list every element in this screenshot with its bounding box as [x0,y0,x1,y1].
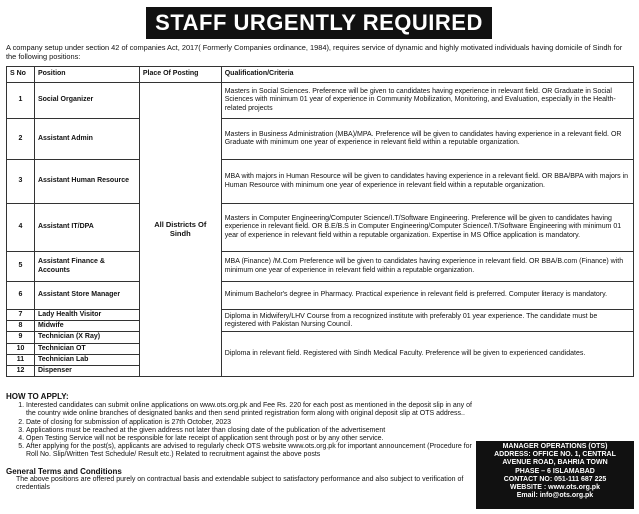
row-qualification: Diploma in Midwifery/LHV Course from a recognized institute with preferably 01 year experience. The candidate must be registered with Pakistan Nursing Council. [221,310,633,332]
row-qualification: Masters in Computer Engineering/Computer Science/I.T/Software Engineering. Preference will be given to candidates having experience in relevant field. OR B.E/B.S in Computer Engineering/Computer Science/I.T/Software Engineering with minimum 01 year of experience in relevant field within a reputable organization. Expertise in MS Office application is mandatory. [221,204,633,252]
address-line: AVENUE ROAD, BAHRIA TOWN [502,459,608,467]
row-sno: 10 [7,343,35,354]
table-row [7,204,634,252]
list-item: 2. Date of closing for submission of application is 27th October, 2023 [26,419,472,427]
row-position: Technician OT [34,343,139,354]
list-item: 4. Open Testing Service will not be responsible for late receipt of application sent through post or by any other service. [26,435,472,443]
row-sno: 3 [7,160,35,204]
row-qualification: Masters in Business Administration (MBA)/MPA. Preference will be given to candidates having experience in a relevant field. OR Graduate with minimum one year of experience in relevant field within a reputable organization. [221,119,633,160]
intro-paragraph: A company setup under section 42 of companies Act, 2017( Formerly Companies ordinance, 1984), requires service of dynamic and highly motivated individuals having domicile of Sindh for the following positions: [6,43,623,61]
row-sno: 12 [7,366,35,377]
table-row [7,119,634,160]
address-box [476,441,634,509]
terms-text: The above positions are offered purely on contractual basis and extendable subject to satisfactory performance and also subject to verification of credentials [16,476,464,492]
list-item: 1. Interested candidates can submit online applications on www.ots.org.pk and Fee Rs. 220 for each post as mentioned in the deposit slip in any of the country wide online branches of designated banks and then send printed registration form along with original deposit slip at OTS address.. [26,402,472,418]
place-of-posting: All Districts Of Sindh [139,83,221,377]
table-row [7,160,634,204]
row-sno: 6 [7,282,35,310]
row-sno: 7 [7,310,35,321]
table-row [7,282,634,310]
row-sno: 4 [7,204,35,252]
row-sno: 8 [7,321,35,332]
row-position: Midwife [34,321,139,332]
row-sno: 9 [7,332,35,343]
row-sno: 5 [7,252,35,282]
how-to-apply-list [6,402,472,459]
header-qualification: Qualification/Criteria [221,67,633,83]
terms-section [6,468,472,493]
table-row [7,252,634,282]
row-position: Assistant Human Resource [34,160,139,204]
row-position: Lady Health Visitor [34,310,139,321]
list-item: 5. After applying for the post(s), applicants are advised to regularly check OTS website www.ots.org.pk for important announcement (Procedure for Roll No. Slip/Written Test Schedule/ Result etc.) Related to recruitment against the above posts [26,443,472,459]
address-line: PHASE – 6 ISLAMABAD [515,467,595,475]
row-position: Technician Lab [34,354,139,365]
header-place: Place Of Posting [139,67,221,83]
row-qualification: MBA with majors in Human Resource will be given to candidates having experience in a relevant field. OR BBA/BPA with majors in Human Resource with minimum one year of experience in relevant field within a reputable organization. [221,160,633,204]
row-position: Technician (X Ray) [34,332,139,343]
row-sno: 1 [7,83,35,119]
row-position: Assistant IT/DPA [34,204,139,252]
header-sno: S No [7,67,35,83]
list-item: 3. Applications must be reached at the given address not later than closing date of the publication of the advertisement [26,427,472,435]
row-position: Assistant Finance & Accounts [34,252,139,282]
row-sno: 2 [7,119,35,160]
website-line: WEBSITE : www.ots.org.pk [510,484,600,492]
row-position: Dispenser [34,366,139,377]
address-line: ADDRESS: OFFICE NO. 1, CENTRAL [494,451,616,459]
row-position: Assistant Store Manager [34,282,139,310]
row-qualification: Diploma in relevant field. Registered with Sindh Medical Faculty. Preference will be given to experienced candidates. [221,332,633,377]
positions-table [6,66,634,377]
row-qualification: Masters in Social Sciences. Preference will be given to candidates having experience in relevant field. OR Graduate in Social Sciences with minimum 01 year of experience in Community Mobilization, Monitoring, and Evaluation, especially in the Health- related projects [221,83,633,119]
page-title: STAFF URGENTLY REQUIRED [146,7,492,39]
contact-line: CONTACT NO: 051-111 687 225 [503,475,607,483]
terms-heading: General Terms and Conditions [6,467,122,476]
table-row [7,332,634,343]
row-qualification: Minimum Bachelor's degree in Pharmacy. Practical experience in relevant field is preferred. Computer literacy is mandatory. [221,282,633,310]
row-qualification: MBA (Finance) /M.Com Preference will be given to candidates having experience in relevant field. OR BBA/B.com (Finance) with minimum one year of experience in relevant field within a reputable organization. [221,252,633,282]
email-line: Email: info@ots.org.pk [516,492,594,500]
how-to-apply-heading: HOW TO APPLY: [6,392,69,401]
row-position: Assistant Admin [34,119,139,160]
row-position: Social Organizer [34,83,139,119]
address-line: MANAGER OPERATIONS (OTS) [502,443,608,450]
row-sno: 11 [7,354,35,365]
header-position: Position [34,67,139,83]
table-header-row [7,67,634,83]
table-row [7,83,634,119]
table-row [7,310,634,321]
